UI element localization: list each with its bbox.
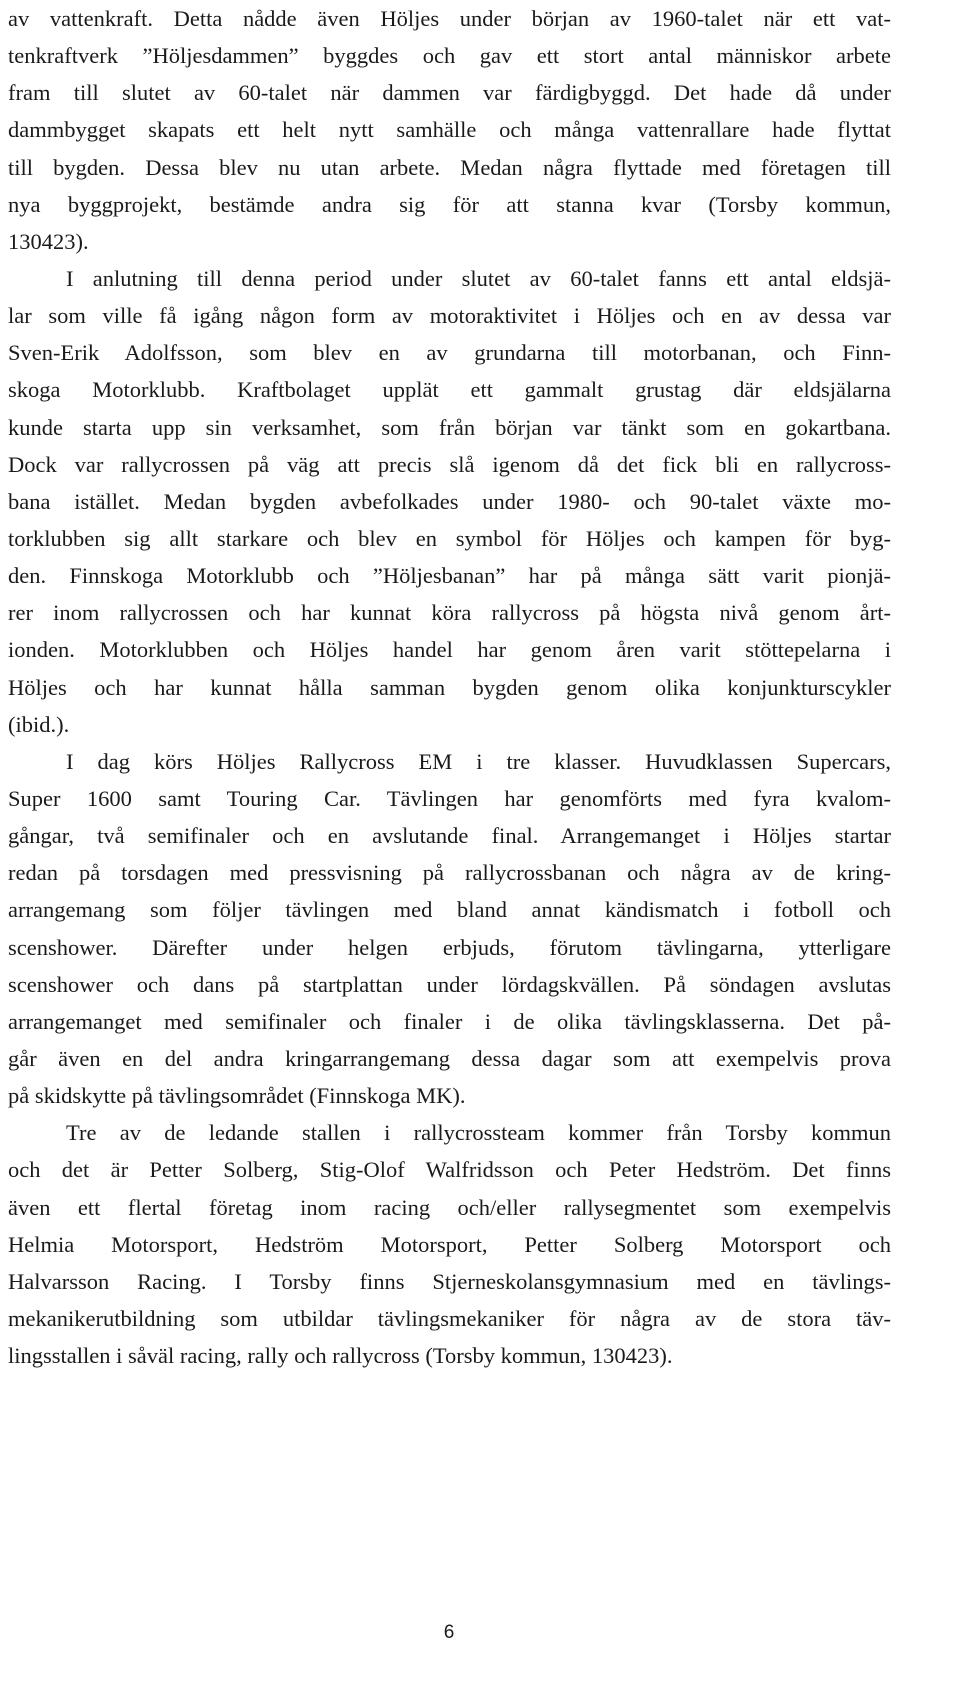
text-line: Helmia Motorsport, Hedström Motorsport, Petter Solberg Motorsport och [8, 1231, 891, 1257]
text-line: går även en del andra kringarrangemang dessa dagar som att exempelvis prova [8, 1045, 891, 1071]
text-line: scenshower och dans på startplattan under lördagskvällen. På söndagen avslutas [8, 971, 891, 997]
text-line: rer inom rallycrossen och har kunnat köra rallycross på högsta nivå genom årt- [8, 600, 891, 626]
text-line: arrangemang som följer tävlingen med bland annat kändismatch i fotboll och [8, 897, 891, 923]
text-line: I anlutning till denna period under slutet av 60-talet fanns ett antal eldsjä- [66, 265, 891, 291]
text-line: av vattenkraft. Detta nådde även Höljes under början av 1960-talet när ett vat- [8, 6, 891, 31]
text-line: (ibid.). [8, 711, 70, 737]
text-line: bana istället. Medan bygden avbefolkades under 1980- och 90-talet växte mo- [8, 488, 891, 514]
text-line: gångar, två semifinaler och en avslutande final. Arrangemanget i Höljes startar [8, 823, 891, 849]
text-line: skoga Motorklubb. Kraftbolaget upplät ett gammalt grustag där eldsjälarna [8, 377, 891, 403]
text-line: lingsstallen i såväl racing, rally och rallycross (Torsby kommun, 130423). [8, 1343, 673, 1369]
text-line: I dag körs Höljes Rallycross EM i tre klasser. Huvudklassen Supercars, [66, 748, 891, 774]
text-line: nya byggprojekt, bestämde andra sig för att stanna kvar (Torsby kommun, [8, 191, 891, 217]
text-line: torklubben sig allt starkare och blev en symbol för Höljes och kampen för byg- [8, 525, 891, 551]
text-line: även ett flertal företag inom racing och/eller rallysegmentet som exempelvis [8, 1194, 891, 1220]
text-line: Sven-Erik Adolfsson, som blev en av grundarna till motorbanan, och Finn- [8, 340, 891, 366]
text-line: på skidskytte på tävlingsområdet (Finnskoga MK). [8, 1083, 466, 1109]
text-line: och det är Petter Solberg, Stig-Olof Walfridsson och Peter Hedström. Det finns [8, 1157, 891, 1183]
text-line: scenshower. Därefter under helgen erbjuds, förutom tävlingarna, ytterligare [8, 934, 891, 960]
text-line: kunde starta upp sin verksamhet, som från början var tänkt som en gokartbana. [8, 414, 891, 440]
text-line: arrangemanget med semifinaler och finaler i de olika tävlingsklasserna. Det på- [8, 1008, 891, 1034]
text-line: 130423). [8, 228, 89, 254]
text-line: Höljes och har kunnat hålla samman bygden genom olika konjunkturscykler [8, 674, 891, 700]
text-line: Dock var rallycrossen på väg att precis slå igenom då det fick bli en rallycross- [8, 451, 891, 477]
text-line: Tre av de ledande stallen i rallycrossteam kommer från Torsby kommun [66, 1120, 891, 1146]
body-text [8, 0, 891, 1374]
text-line: fram till slutet av 60-talet när dammen var färdigbyggd. Det hade då under [8, 80, 891, 106]
text-line: Halvarsson Racing. I Torsby finns Stjerneskolansgymnasium med en tävlings- [8, 1268, 891, 1294]
text-line: den. Finnskoga Motorklubb och ”Höljesbanan” har på många sätt varit pionjä- [8, 563, 891, 589]
text-line: ionden. Motorklubben och Höljes handel har genom åren varit stöttepelarna i [8, 637, 891, 663]
text-line: mekanikerutbildning som utbildar tävlingsmekaniker för några av de stora täv- [8, 1305, 891, 1331]
text-line: tenkraftverk ”Höljesdammen” byggdes och gav ett stort antal människor arbete [8, 43, 891, 69]
text-line: till bygden. Dessa blev nu utan arbete. Medan några flyttade med företagen till [8, 154, 891, 180]
text-line: Super 1600 samt Touring Car. Tävlingen har genomförts med fyra kvalom- [8, 785, 891, 811]
text-line: dammbygget skapats ett helt nytt samhälle och många vattenrallare hade flyttat [8, 117, 891, 143]
text-line: lar som ville få igång någon form av motoraktivitet i Höljes och en av dessa var [8, 303, 891, 329]
text-line: redan på torsdagen med pressvisning på rallycrossbanan och några av de kring- [8, 860, 891, 886]
page-number: 6 [443, 1622, 455, 1643]
